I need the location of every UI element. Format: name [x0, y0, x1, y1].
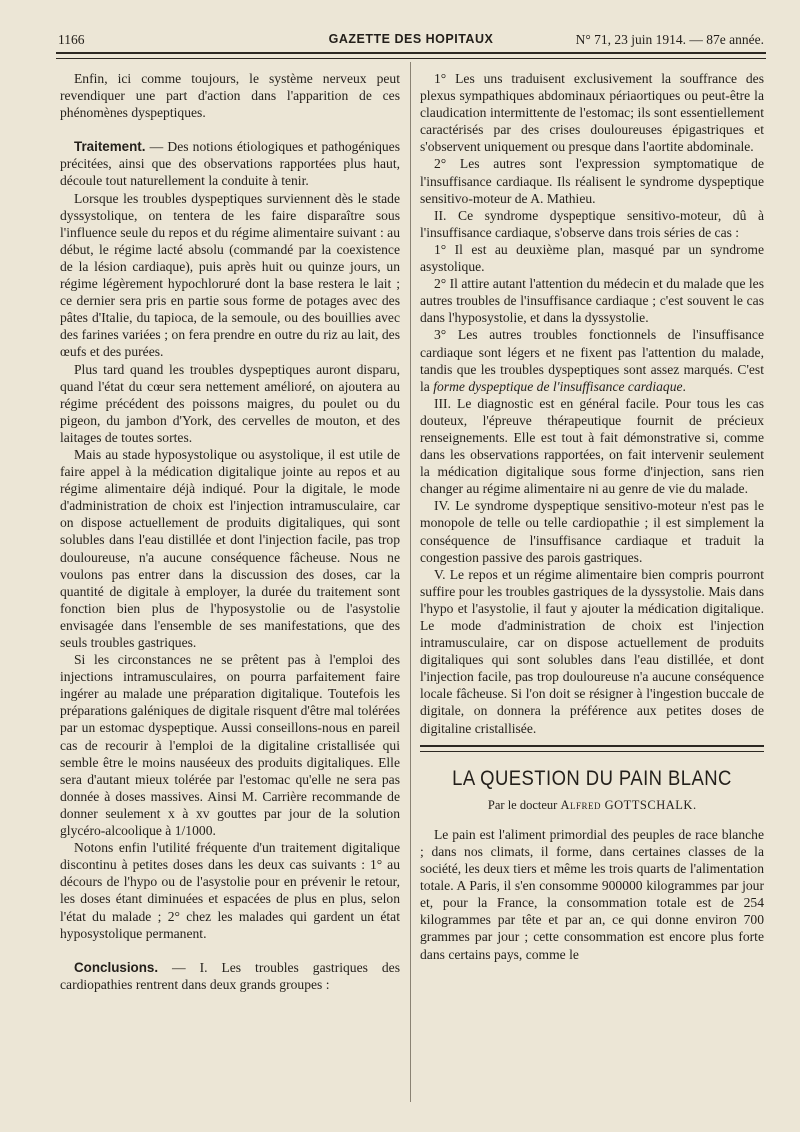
left-column [60, 70, 400, 993]
right-column [420, 70, 764, 963]
paragraph: 1° Il est au deuxième plan, masqué par un syndrome asystolique. [420, 241, 764, 275]
page-header [58, 28, 764, 50]
column-divider [410, 62, 411, 1102]
paragraph-traitement [60, 138, 400, 189]
paragraph: Si les circonstances ne se prêtent pas à l'emploi des injections intramusculaires, on pourra parfaitement faire ingérer au malade une préparation digitalique. Toutefois les préparations galéniques de digitale risquent d'être mal tolérées par un estomac dyspeptique. Aussi conseillons-nous en pareil cas de recourir à l'emploi de la digitaline cristallisée qui semble être le moins nauséeux des produits digitaliques. Elle sera d'autant mieux tolérée par l'estomac qu'elle ne sera pas donnée à doses massives. Ainsi M. Carrière recommande de donner seulement x à xv gouttes par jour de la solution glycéro-alcoolique à 1/1000. [60, 652, 400, 839]
article-separator-rule [420, 745, 764, 752]
paragraph [420, 326, 764, 394]
paragraph: IV. Le syndrome dyspeptique sensitivo-moteur n'est pas le monopole de telle ou telle cardiopathie ; il est simplement la conséquence de l'insuffisance cardiaque et traduit la congestion passive des parois gastriques. [420, 498, 764, 565]
paragraph: Enfin, ici comme toujours, le système nerveux peut revendiquer une part d'action dans l'apparition de ces phénomènes dyspeptiques. [60, 71, 400, 121]
paragraph: Le pain est l'aliment primordial des peuples de race blanche ; dans nos climats, il forme, dans certaines classes de la société, les deux tiers et même les trois quarts de l'alimentation totale. A Paris, il s'en consomme 900000 kilogrammes par jour et, pour la France, la consommation totale est de 254 kilogrammes par tête et par an, ce qui donne environ 700 grammes par jour ; cette consommation est encore plus forte dans certains pays, comme le [420, 826, 764, 962]
journal-title: GAZETTE DES HOPITAUX [328, 32, 494, 46]
paragraph: Plus tard quand les troubles dyspeptiques auront disparu, quand l'état du cœur sera nettement amélioré, on ajoutera au régime précédent des poissons maigres, du poulet ou du pigeon, du jambon d'York, des cervelles de mouton, et des laitages de toutes sortes. [60, 361, 400, 445]
article-title: LA QUESTION DU PAIN BLANC [452, 766, 732, 790]
page-number: 1166 [58, 32, 85, 47]
paragraph: Mais au stade hyposystolique ou asystolique, il est utile de faire appel à la médication digitalique jointe au repos et au régime alimentaire déjà indiqué. Pour la digitale, le mode d'administration de choix est l'injection intramusculaire, car on dispose actuellement de produits digitaliques, qui sont solubles dans l'eau distillée et dont l'injection facile, pas trop douloureuse, n'a aucune conséquence fâcheuse. Nous ne voulons pas entrer dans la discussion des doses, car la quantité de digitale à employer, la durée du traitement sont fonction bien plus de l'hyposystolie ou de l'asystolie envisagée dans l'ensemble de ses manifestations, que des seuls troubles gastriques. [60, 446, 400, 650]
paragraph: III. Le diagnostic est en général facile. Pour tous les cas douteux, l'épreuve thérapeutique fournit de précieux renseignements. Elle est tout à fait démonstrative si, comme dans les observations rapportées, on fait intervenir seulement la médication digitalique sous forme d'injection, sans rien changer au régime alimentaire ni au genre de vie du malade. [420, 395, 764, 497]
paragraph: 2° Il attire autant l'attention du médecin et du malade que les autres troubles de l'insuffisance cardiaque ; c'est souvent le cas dans l'hyposystolie, et dans la dyssystolie. [420, 276, 764, 326]
section-heading-conclusions: Conclusions. [74, 959, 159, 975]
header-rule [56, 52, 766, 59]
byline-suffix: . [692, 797, 697, 812]
paragraph: V. Le repos et un régime alimentaire bien compris pourront suffire pour les troubles gastriques de la dyssystolie. Mais dans l'hypo et l'asystolie, il faut y ajouter la médication digitalique. Le mode d'administration de choix est l'injection intramusculaire, car on dispose actuellement de produits digitaliques qui sont solubles dans l'eau distillée, et dont l'injection facile, pas trop douloureuse n'a aucune conséquence locale fâcheuse. Si l'on doit se résigner à l'ingestion buccale de digitale, on donnera la préférence aux petites doses de digitaline cristallisée. [420, 566, 764, 736]
paragraph: II. Ce syndrome dyspeptique sensitivo-moteur, dû à l'insuffisance cardiaque, s'observe dans trois séries de cas : [420, 207, 764, 240]
section-heading-traitement: Traitement. [74, 139, 146, 155]
paragraph-text: — Des notions étiologiques et pathogéniques précitées, ainsi que des observations rapportées plus haut, découle tout naturellement la conduite à tenir. [60, 139, 400, 189]
emphasis-text: forme dyspeptique de l'insuffisance cardiaque [433, 378, 683, 394]
paragraph: 1° Les uns traduisent exclusivement la souffrance des plexus sympathiques abdominaux périaortiques ou peut-être la claudication intermittente de l'estomac; ils sont essentiellement caractérisés par des crises douloureuses épigastriques et s'observent uniquement ou presque dans l'aortite abdominale. [420, 71, 764, 155]
paragraph-conclusions [60, 959, 400, 993]
paragraph: Notons enfin l'utilité fréquente d'un traitement digitalique discontinu à petites doses dans les deux cas suivants : 1° au décours de l'hypo ou de l'asystolie pour en prévenir le retour, les doses étant diminuées et espacées de plus en plus, selon l'état du malade ; 2° chez les malades qui gardent un état hyposystolique permanent. [60, 840, 400, 941]
paragraph: Lorsque les troubles dyspeptiques surviennent dès le stade dyssystolique, on tentera de les faire disparaître sous l'influence seule du repos et du régime alimentaire suivant : au début, le régime lacté absolu (commandé par la coexistence de la lésion cardiaque), puis après huit ou quinze jours, un régime légèrement hypochloruré dont la base restera le lait ; ce dernier sera pris en partie sous forme de potages avec des pâtes d'Italie, du tapioca, de la semoule, ou des bouillies avec des farines variées ; on fera prendre en outre du riz au lait, des œufs et des purées. [60, 190, 400, 360]
paragraph: 2° Les autres sont l'expression symptomatique de l'insuffisance cardiaque. Ils réalisent le syndrome dyspeptique sensitivo-moteur de A. Mathieu. [420, 156, 764, 206]
byline [420, 797, 764, 814]
issue-info: N° 71, 23 juin 1914. — 87e année. [575, 32, 764, 47]
paragraph-text: — I. Les troubles gastriques des cardiopathies rentrent dans deux grands groupes : [60, 959, 400, 992]
paragraph-text: 3° Les autres troubles fonctionnels de l'insuffisance cardiaque sont légers et ne fixent pas l'attention du malade, tandis que les troubles dyspeptiques sont assez marqués. C'est la [420, 327, 764, 394]
byline-prefix: Par le docteur [487, 797, 561, 812]
author-name: Alfred GOTTSCHALK [560, 797, 693, 812]
paragraph-text: . [682, 378, 686, 394]
